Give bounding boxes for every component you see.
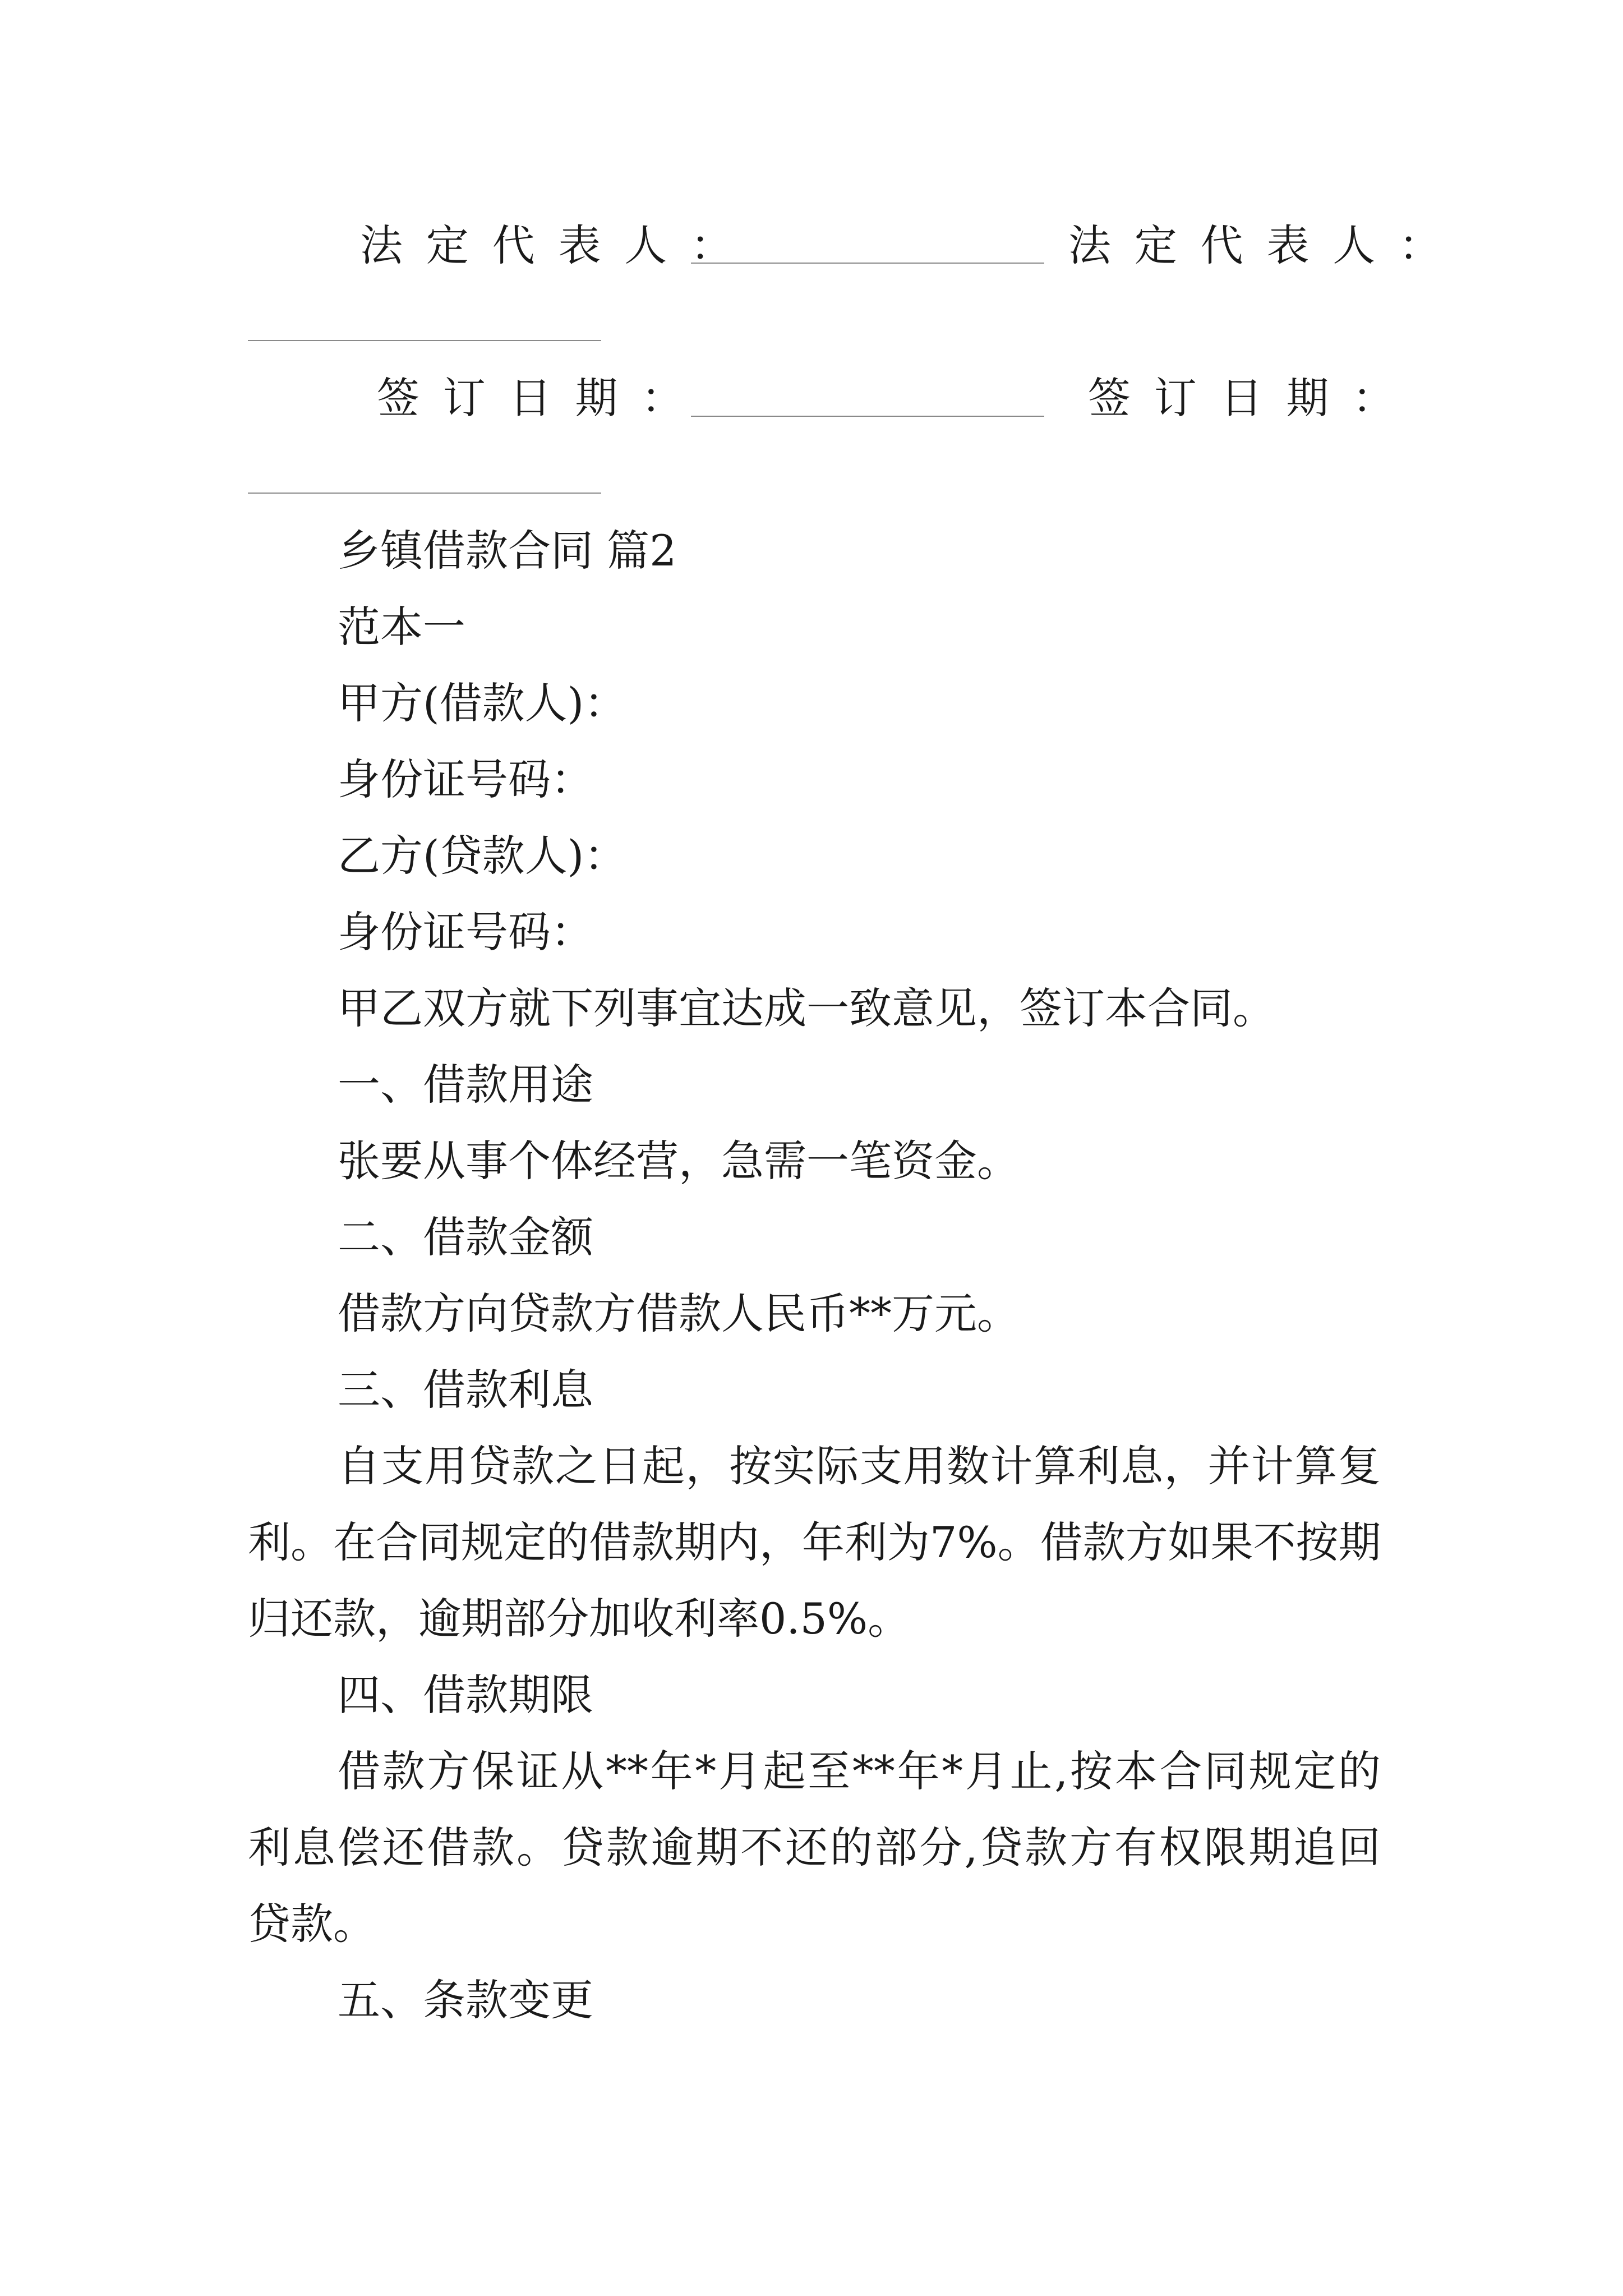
template-label: 范本一 xyxy=(338,602,465,652)
section-4-body-line-1: 借款方保证从**年*月起至**年*月止,按本合同规定的 xyxy=(338,1746,1381,1796)
section-3-body-line-2: 利。在合同规定的借款期内，年利为7%。借款方如果不按期 xyxy=(248,1517,1381,1567)
section-3-heading: 三、借款利息 xyxy=(338,1365,593,1415)
intro-paragraph: 甲乙双方就下列事宜达成一致意见，签订本合同。 xyxy=(338,983,1275,1033)
party-b-date-blank xyxy=(248,493,601,494)
party-b-date-label: 签订日期： xyxy=(1088,373,1418,423)
party-a-date-blank xyxy=(691,416,1044,417)
party-b-line: 乙方(贷款人)： xyxy=(338,831,627,881)
section-3-body-line-3: 归还款，逾期部分加收利率0.5%。 xyxy=(248,1594,911,1644)
section-5-heading: 五、条款变更 xyxy=(338,1975,593,2025)
section-4-heading: 四、借款期限 xyxy=(338,1670,593,1720)
party-b-id-line: 身份证号码： xyxy=(338,907,593,957)
party-a-representative-label: 法定代表人： xyxy=(360,220,757,270)
section-1-body: 张要从事个体经营，急需一笔资金。 xyxy=(338,1136,1020,1186)
section-2-heading: 二、借款金额 xyxy=(338,1212,593,1262)
section-2-body: 借款方向贷款方借款人民币**万元。 xyxy=(338,1289,1020,1338)
party-a-representative-blank xyxy=(691,263,1044,264)
party-b-representative-label: 法定代表人： xyxy=(1068,220,1465,270)
section-4-body-line-3: 贷款。 xyxy=(248,1899,376,1949)
section-4-body-line-2: 利息偿还借款。贷款逾期不还的部分,贷款方有权限期追回 xyxy=(248,1823,1381,1872)
party-a-line: 甲方(借款人)： xyxy=(338,678,627,728)
section-1-heading: 一、借款用途 xyxy=(338,1060,593,1110)
party-a-id-line: 身份证号码： xyxy=(338,754,593,804)
party-b-representative-blank xyxy=(248,340,601,341)
section-3-body-line-1: 自支用贷款之日起，按实际支用数计算利息，并计算复 xyxy=(338,1441,1381,1491)
party-a-date-label: 签订日期： xyxy=(377,373,707,423)
contract-title: 乡镇借款合同 篇2 xyxy=(338,526,677,576)
